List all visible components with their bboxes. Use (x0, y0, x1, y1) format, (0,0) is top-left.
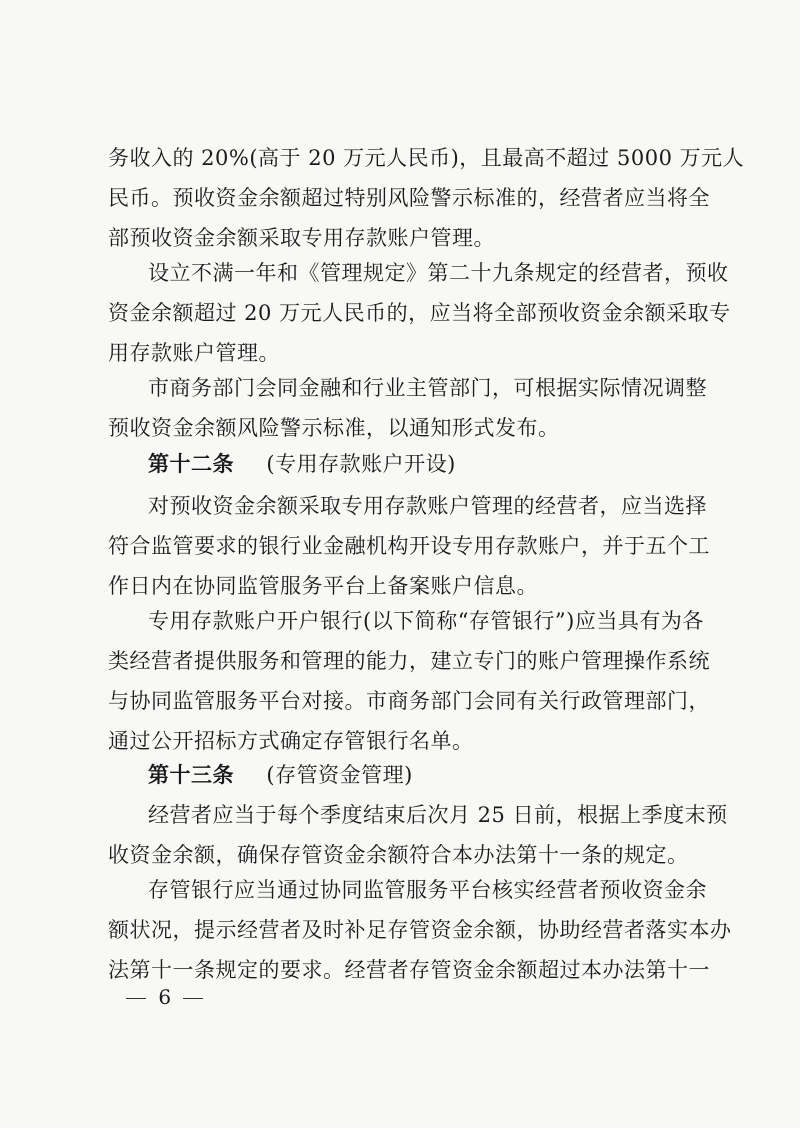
text-line: 预收资金余额风险警示标准，以通知形式发布。 (108, 416, 560, 440)
dash-left (126, 998, 146, 999)
dash-right (183, 998, 203, 999)
text-line: 通过公开招标方式确定存管银行名单。 (108, 729, 474, 753)
text-line: 专用存款账户开户银行(以下简称“存管银行”)应当具有为各 (148, 609, 704, 633)
article-title: (专用存款账户开设) (266, 452, 456, 476)
text-line: 设立不满一年和《管理规定》第二十九条规定的经营者，预收 (148, 261, 729, 285)
text-line: 法第十一条规定的要求。经营者存管资金余额超过本办法第十一 (108, 958, 710, 982)
article-title: (存管资金管理) (266, 763, 413, 787)
text-line: 额状况，提示经营者及时补足存管资金余额，协助经营者落实本办 (108, 918, 732, 942)
article-number: 第十二条 (148, 451, 234, 476)
text-line: 对预收资金余额采取专用存款账户管理的经营者，应当选择 (148, 494, 707, 518)
text-line: 部预收资金余额采取专用存款账户管理。 (108, 226, 495, 250)
text-line: 收资金余额，确保存管资金余额符合本办法第十一条的规定。 (108, 843, 689, 867)
text-line: 类经营者提供服务和管理的能力，建立专门的账户管理操作系统 (108, 649, 710, 673)
text-line: 经营者应当于每个季度结束后次月 25 日前，根据上季度末预 (148, 803, 728, 827)
text-line: 存管银行应当通过协同监管服务平台核实经营者预收资金余 (148, 878, 707, 902)
text-line: 民币。预收资金余额超过特别风险警示标准的，经营者应当将全 (108, 186, 710, 210)
page-footer (120, 985, 209, 1009)
text-line: 资金余额超过 20 万元人民币的，应当将全部预收资金余额采取专 (108, 301, 731, 325)
text-line: 务收入的 20%(高于 20 万元人民币)，且最高不超过 5000 万元人 (108, 146, 745, 170)
article-number: 第十三条 (148, 762, 234, 787)
text-line: 用存款账户管理。 (108, 341, 280, 365)
page-number: 6 (158, 985, 172, 1009)
text-line: 与协同监管服务平台对接。市商务部门会同有关行政管理部门， (108, 689, 710, 713)
text-line: 作日内在协同监管服务平台上备案账户信息。 (108, 574, 538, 598)
text-line: 市商务部门会同金融和行业主管部门，可根据实际情况调整 (148, 376, 707, 400)
text-line: 符合监管要求的银行业金融机构开设专用存款账户，并于五个工 (108, 534, 710, 558)
